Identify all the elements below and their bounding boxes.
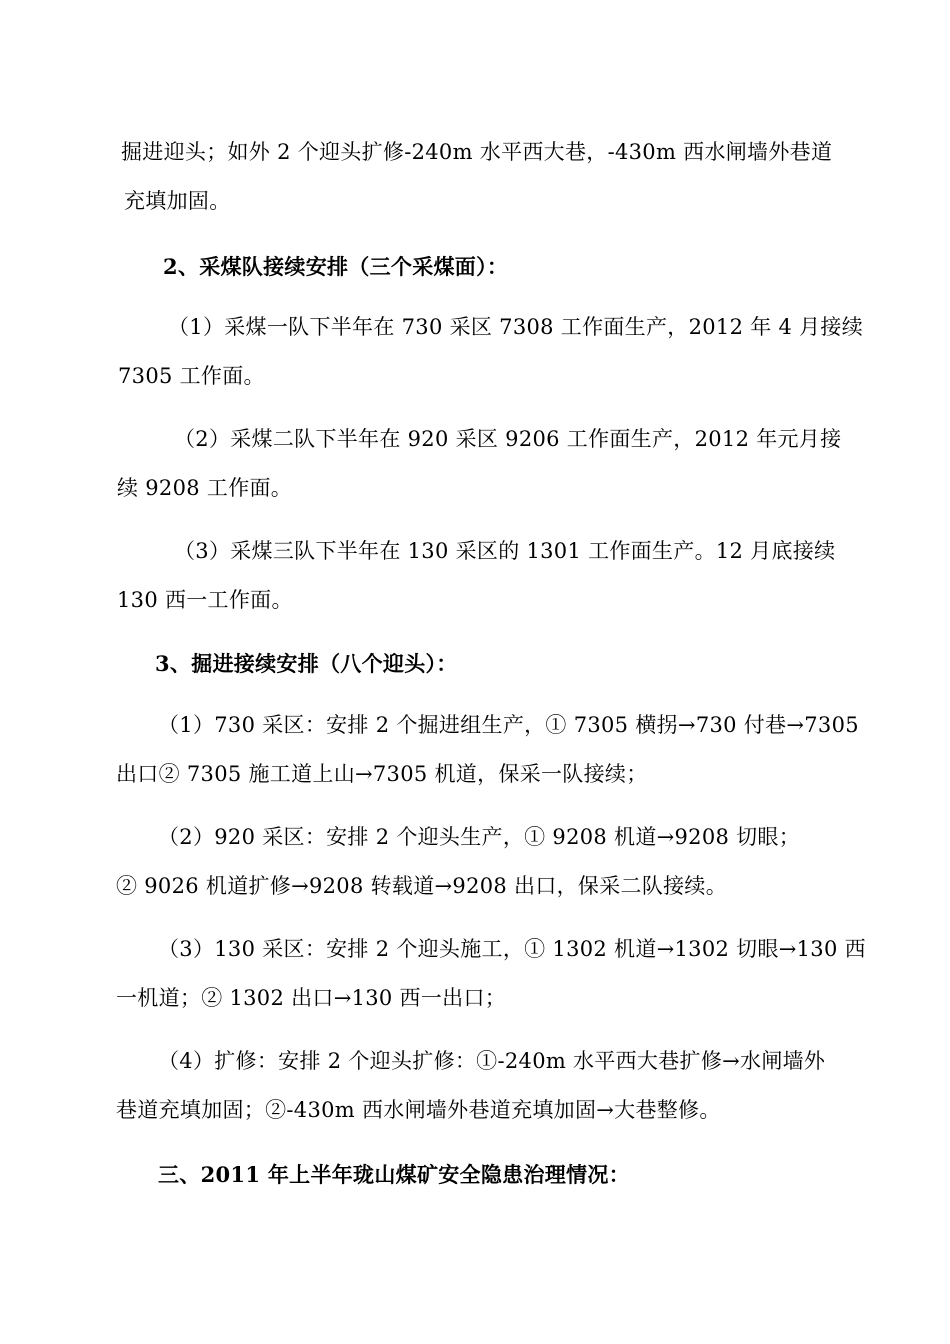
section-heading: 2、采煤队接续安排（三个采煤面）：	[163, 254, 509, 279]
paragraph-line: 续 9208 工作面。	[117, 476, 293, 500]
paragraph-line: （4）扩修：安排 2 个迎头扩修：①-240m 水平西大巷扩修→水闸墙外	[158, 1049, 826, 1073]
paragraph-line: 充填加固。	[124, 189, 231, 213]
paragraph-line: 一机道；② 1302 出口→130 西一出口；	[116, 986, 507, 1010]
paragraph-line: （2）采煤二队下半年在 920 采区 9206 工作面生产，2012 年元月接	[174, 427, 842, 451]
paragraph-line: （1）采煤一队下半年在 730 采区 7308 工作面生产，2012 年 4 月接续	[168, 315, 864, 339]
paragraph-line: （3）130 采区：安排 2 个迎头施工，① 1302 机道→1302 切眼→130 西	[158, 937, 866, 961]
paragraph-line: 巷道充填加固；②-430m 西水闸墙外巷道充填加固→大巷整修。	[116, 1098, 721, 1122]
section-heading: 三、2011 年上半年珑山煤矿安全隐患治理情况：	[158, 1162, 630, 1187]
paragraph-line: 7305 工作面。	[118, 364, 265, 388]
paragraph-line: 出口② 7305 施工道上山→7305 机道，保采一队接续；	[116, 762, 648, 786]
paragraph-line: （1）730 采区：安排 2 个掘进组生产，① 7305 横拐→730 付巷→7305	[158, 713, 859, 737]
paragraph-line: ② 9026 机道扩修→9208 转载道→9208 出口，保采二队接续。	[116, 874, 728, 898]
paragraph-line: 130 西一工作面。	[117, 588, 293, 612]
paragraph-line: （2）920 采区：安排 2 个迎头生产，① 9208 机道→9208 切眼；	[158, 825, 801, 849]
paragraph-line: 掘进迎头；如外 2 个迎头扩修-240m 水平西大巷，-430m 西水闸墙外巷道	[121, 140, 833, 164]
section-heading: 3、掘进接续安排（八个迎头）：	[155, 651, 458, 676]
paragraph-line: （3）采煤三队下半年在 130 采区的 1301 工作面生产。12 月底接续	[174, 539, 836, 563]
